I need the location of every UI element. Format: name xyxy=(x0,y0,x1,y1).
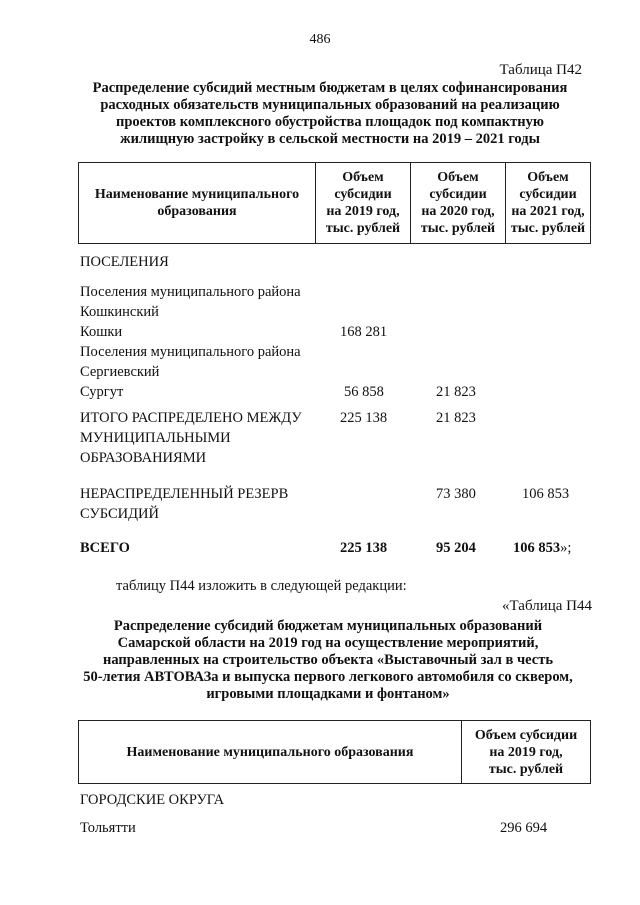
row-togliatti-name: Тольятти xyxy=(80,820,136,836)
itogo-line: МУНИЦИПАЛЬНЫМИ xyxy=(80,430,231,446)
row-koshki-name: Кошки xyxy=(80,324,123,340)
section-settlements: ПОСЕЛЕНИЯ xyxy=(80,254,169,270)
row-togliatti-2019: 296 694 xyxy=(500,820,548,836)
row-total-suffix: »; xyxy=(560,540,572,556)
header-2019-cell xyxy=(315,163,410,243)
row-surgut-2019: 56 858 xyxy=(344,384,384,400)
title-line: игровыми площадками и фонтаном» xyxy=(206,686,450,702)
row-surgut-2020: 21 823 xyxy=(436,384,476,400)
header-line: субсидии xyxy=(519,187,577,202)
row-reserve-2020: 73 380 xyxy=(436,486,476,502)
group-sergievsky xyxy=(80,342,301,382)
group-koshkinsky xyxy=(80,282,301,322)
row-total-2021-wrap xyxy=(513,538,571,558)
header-name-cell: Наименование муниципального образования xyxy=(126,744,414,760)
header-line: на 2019 год, xyxy=(489,744,563,760)
header-line: тыс. рублей xyxy=(420,221,496,236)
header-line: субсидии xyxy=(334,187,392,202)
row-koshki-2019: 168 281 xyxy=(340,324,388,340)
row-surgut-name: Сургут xyxy=(80,384,124,400)
group-line: Поселения муниципального района xyxy=(80,284,301,300)
header-2021-cell xyxy=(505,163,590,243)
header-line: Объем xyxy=(527,170,569,185)
header-line: Объем субсидии xyxy=(474,727,578,743)
header-line: субсидии xyxy=(429,187,487,202)
title-line: расходных обязательств муниципальных образований на реализацию xyxy=(100,97,560,113)
header-2019-cell xyxy=(461,721,590,783)
reserve-line: НЕРАСПРЕДЕЛЕННЫЙ РЕЗЕРВ xyxy=(80,486,289,502)
row-total-2020: 95 204 xyxy=(436,540,476,556)
group-line: Поселения муниципального района xyxy=(80,344,301,360)
title-line: Распределение субсидий местным бюджетам в целях софинансирования xyxy=(92,80,568,96)
header-line: на 2021 год, xyxy=(511,204,585,219)
section-city-districts: ГОРОДСКИЕ ОКРУГА xyxy=(80,792,225,808)
title-line: жилищную застройку в сельской местности на 2019 – 2021 годы xyxy=(120,131,540,147)
itogo-line: ОБРАЗОВАНИЯМИ xyxy=(80,450,207,466)
header-line: тыс. рублей xyxy=(325,221,401,236)
row-itogo-name xyxy=(80,408,302,468)
itogo-line: ИТОГО РАСПРЕДЕЛЕНО МЕЖДУ xyxy=(80,410,302,426)
title-line: 50-летия АВТОВАЗа и выпуска первого легкового автомобиля со сквером, xyxy=(83,669,573,685)
table-p42-header xyxy=(78,162,591,244)
group-line: Кошкинский xyxy=(80,304,159,320)
title-line: направленных на строительство объекта «Выставочный зал в честь xyxy=(102,652,554,668)
header-2020-cell xyxy=(410,163,505,243)
reserve-line: СУБСИДИЙ xyxy=(80,506,159,522)
row-total-2021: 106 853 xyxy=(513,540,561,556)
header-line: Объем xyxy=(437,170,479,185)
title-line: Распределение субсидий бюджетам муниципальных образований xyxy=(113,618,543,634)
header-line: на 2020 год, xyxy=(421,204,495,219)
table-p44-header xyxy=(78,720,591,784)
table-p42-title xyxy=(70,80,590,148)
header-line: Объем xyxy=(342,170,384,185)
header-line: на 2019 год, xyxy=(326,204,400,219)
table-p42-label: Таблица П42 xyxy=(499,62,582,78)
header-line: тыс. рублей xyxy=(510,221,586,236)
row-reserve-name xyxy=(80,484,288,524)
row-reserve-2021: 106 853 xyxy=(522,486,570,502)
instruction-text: таблицу П44 изложить в следующей редакции: xyxy=(116,578,407,594)
table-p44-title xyxy=(48,618,608,703)
header-name-cell xyxy=(79,163,315,243)
row-itogo-2020: 21 823 xyxy=(436,410,476,426)
group-line: Сергиевский xyxy=(80,364,160,380)
header-line: Наименование муниципального xyxy=(94,187,300,202)
page-number: 486 xyxy=(309,32,331,47)
title-line: проектов комплексного обустройства площадок под компактную xyxy=(116,114,544,130)
row-total-name: ВСЕГО xyxy=(80,540,130,556)
row-itogo-2019: 225 138 xyxy=(340,410,388,426)
title-line: Самарской области на 2019 год на осуществление мероприятий, xyxy=(117,635,539,651)
table-p44-label: «Таблица П44 xyxy=(502,598,592,614)
row-total-2019: 225 138 xyxy=(340,540,388,556)
header-line: образования xyxy=(157,204,237,219)
header-line: тыс. рублей xyxy=(488,761,564,777)
